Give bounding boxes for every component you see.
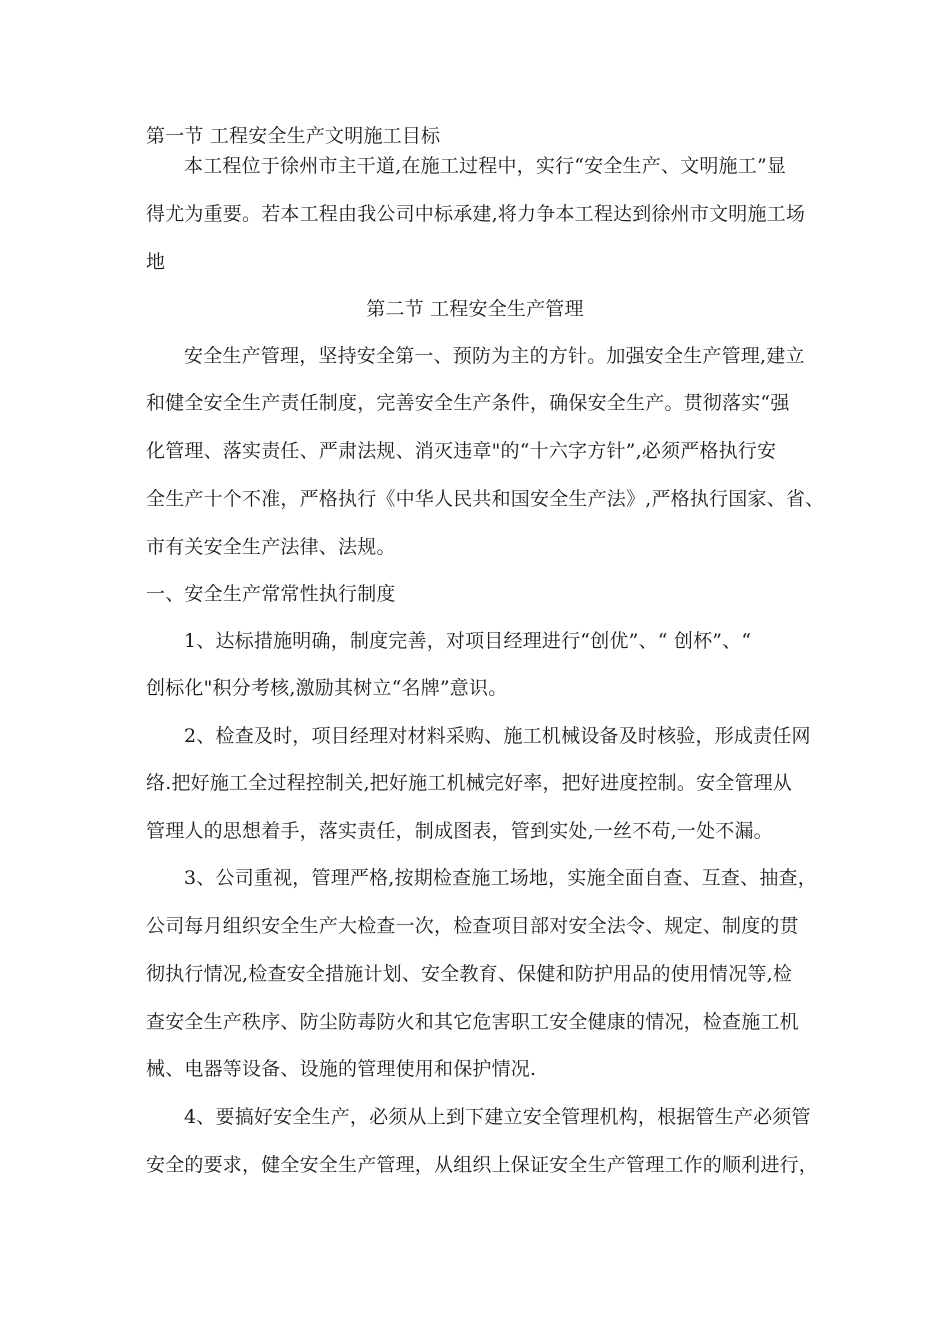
- section2-intro-line-4: 全生产十个不准，严格执行《中华人民共和国安全生产法》,严格执行国家、省、: [146, 488, 825, 510]
- item3-line-4: 查安全生产秩序、防尘防毒防火和其它危害职工安全健康的情况，检查施工机: [146, 1011, 799, 1033]
- section2-intro-line-5: 市有关安全生产法律、法规。: [146, 536, 396, 558]
- item4-line-1: 4、要搞好安全生产，必须从上到下建立安全管理机构，根据管生产必须管: [184, 1106, 811, 1128]
- section2-heading: 第二节 工程安全生产管理: [366, 298, 584, 320]
- section2-intro-line-1: 安全生产管理，坚持安全第一、预防为主的方针。加强安全生产管理,建立: [184, 345, 805, 367]
- item1-line-2: 创标化"积分考核,激励其树立“名牌”意识。: [146, 677, 508, 699]
- section2-intro-line-2: 和健全安全生产责任制度，完善安全生产条件，确保安全生产。贯彻落实“强: [146, 392, 790, 414]
- item1-line-1: 1、达标措施明确，制度完善，对项目经理进行“创优”、“ 创杯”、“: [184, 630, 752, 652]
- item4-line-2: 安全的要求，健全安全生产管理，从组织上保证安全生产管理工作的顺利进行，: [146, 1154, 819, 1176]
- section1-para-line-1: 本工程位于徐州市主干道,在施工过程中，实行“安全生产、文明施工”显: [184, 155, 787, 177]
- item2-line-2: 络.把好施工全过程控制关,把好施工机械完好率，把好进度控制。安全管理从: [146, 772, 793, 794]
- section1-para-line-3: 地: [146, 251, 166, 273]
- item2-line-1: 2、检查及时，项目经理对材料采购、施工机械设备及时核验，形成责任网: [184, 725, 811, 747]
- section2-intro-line-3: 化管理、落实责任、严肃法规、消灭违章"的“十六字方针”,必须严格执行安: [146, 440, 777, 462]
- item3-line-3: 彻执行情况,检查安全措施计划、安全教育、保健和防护用品的使用情况等,检: [146, 963, 793, 985]
- item3-line-5: 械、电器等设备、设施的管理使用和保护情况.: [146, 1058, 537, 1080]
- item3-line-1: 3、公司重视，管理严格,按期检查施工场地，实施全面自查、互查、抽查，: [184, 867, 817, 889]
- subheading: 一、安全生产常常性执行制度: [146, 583, 396, 605]
- item2-line-3: 管理人的思想着手，落实责任，制成图表，管到实处,一丝不苟,一处不漏。: [146, 820, 773, 842]
- section1-heading: 第一节 工程安全生产文明施工目标: [146, 125, 441, 147]
- item3-line-2: 公司每月组织安全生产大检查一次，检查项目部对安全法令、规定、制度的贯: [146, 915, 799, 937]
- section1-para-line-2: 得尤为重要。若本工程由我公司中标承建,将力争本工程达到徐州市文明施工场: [146, 203, 806, 225]
